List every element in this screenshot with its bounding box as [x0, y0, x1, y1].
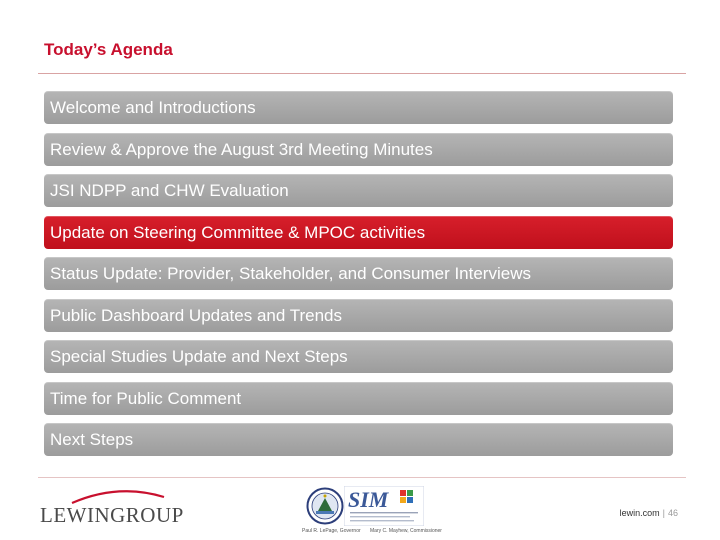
website-link[interactable]: lewin.com [619, 508, 660, 518]
agenda-item-active: Update on Steering Committee & MPOC activities [44, 216, 673, 249]
agenda-item: Public Dashboard Updates and Trends [44, 299, 673, 332]
agenda-item: Welcome and Introductions [44, 91, 673, 124]
state-seal-icon [306, 487, 344, 525]
lewin-group-logo: LEWINGROUP [40, 503, 184, 527]
agenda-item: Status Update: Provider, Stakeholder, and Consumer Interviews [44, 257, 673, 290]
sim-caption: Mary C. Mayhew, Commissioner [370, 528, 442, 534]
agenda-item: Review & Approve the August 3rd Meeting Minutes [44, 133, 673, 166]
seal-caption: Paul R. LePage, Governor [302, 528, 361, 534]
page-number: 46 [667, 508, 678, 518]
agenda-item: Time for Public Comment [44, 382, 673, 415]
agenda-item: JSI NDPP and CHW Evaluation [44, 174, 673, 207]
agenda-list [44, 91, 673, 465]
footer-meta [620, 508, 678, 518]
agenda-item: Next Steps [44, 423, 673, 456]
title-divider [38, 73, 686, 74]
agenda-item: Special Studies Update and Next Steps [44, 340, 673, 373]
footer-divider [38, 477, 686, 478]
slide-title: Today’s Agenda [44, 40, 173, 59]
footer-separator: | [662, 508, 665, 518]
sim-logo-text: SIM [348, 487, 389, 512]
